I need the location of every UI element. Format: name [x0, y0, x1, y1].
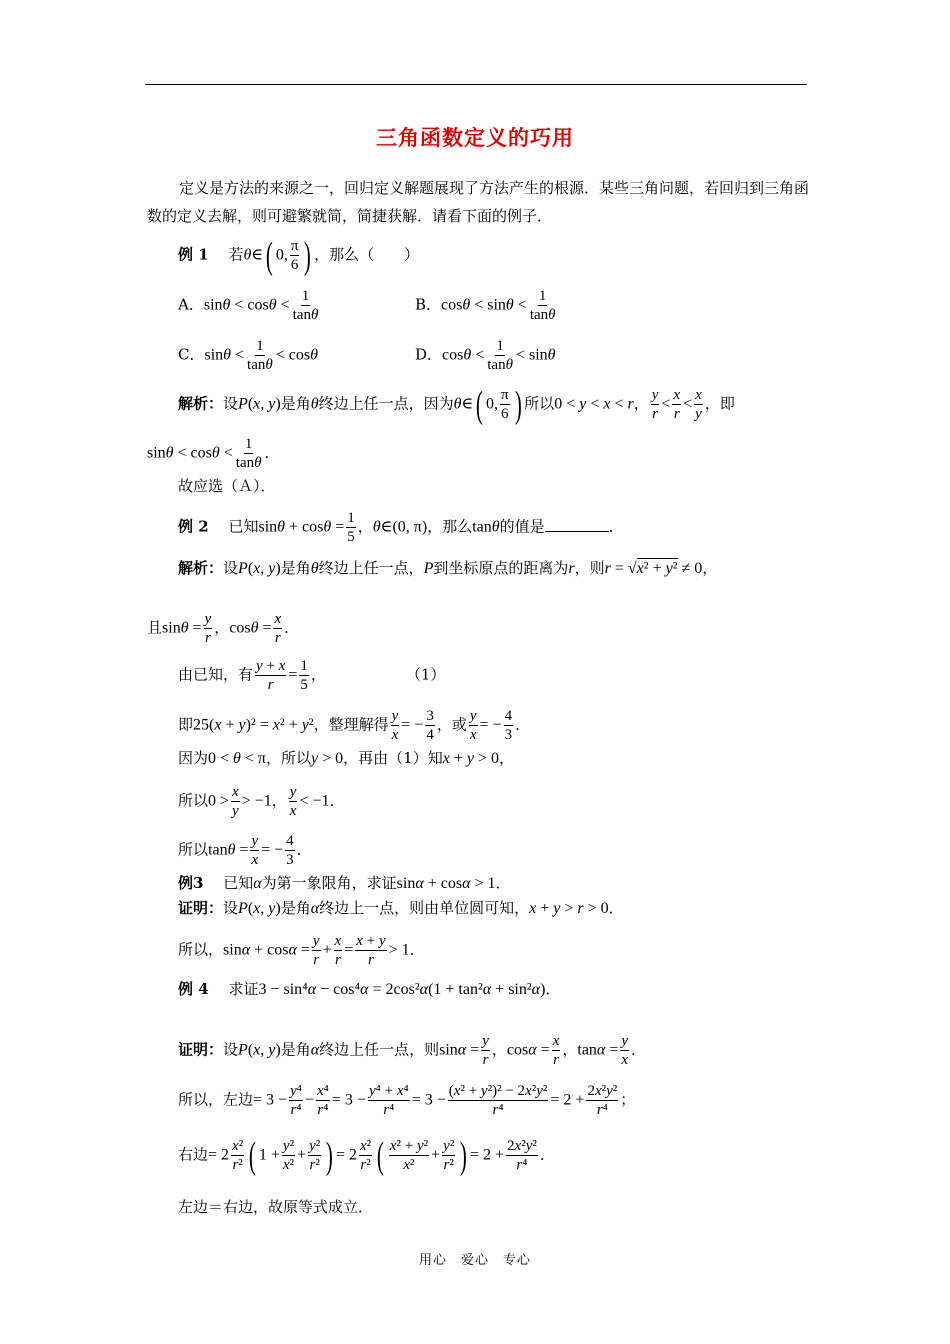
- ex1-question: 例 1 若θ∈( 0, $\frac{\pi}{6}$ ) ，那么（ ）: [178, 234, 420, 277]
- answer-blank[interactable]: [545, 515, 609, 532]
- ex3-question: 例3 已知α为第一象限角，求证sinα + cosα > 1．: [178, 874, 511, 892]
- ex3-proof: 证明：设P(x, y)是角α终边上一点，则由单位圆可知，x + y > r > 0．: [178, 899, 624, 917]
- ex1-option-d: D．cosθ < $\frac{1}{\tan\theta}$ < sinθ: [415, 338, 556, 373]
- ex1-solution-cont: sinθ < cosθ < $\frac{1}{\tan\theta}$ ．: [147, 436, 280, 471]
- ex1-option-c: C．sinθ < $\frac{1}{\tan\theta}$ < cosθ: [178, 338, 318, 373]
- ex2-step1: 由已知，有 $\frac{y + x}{r}$ = $\frac{1}{5}$ ， （1）: [178, 658, 446, 693]
- ex2-label: 例 2: [178, 517, 209, 536]
- ex1-solution: 解析：设P(x, y)是角θ终边上任一点，因为θ∈( 0, $\frac{\pi}{6}$ ) 所以0 < y < x < r， $\frac{y}{r}$ < $\frac{x}{r}$ < $\frac{x}{y}$ ，即: [178, 383, 735, 426]
- ex3-conclusion: 所以，sinα + cosα = $\frac{y}{r}$ + $\frac{x}{r}$ = $\frac{x + y}{r}$ > 1．: [178, 933, 425, 968]
- ex1-label: 例 1: [178, 245, 209, 264]
- ex3-label: 例3: [178, 874, 204, 892]
- ex2-question: 例 2 已知sinθ + cosθ = $\frac{1}{5}$ ，θ∈(0, π)，那么tanθ的值是 ．: [178, 510, 624, 545]
- ex2-step5: 所以tanθ = $\frac{y}{x}$ = − $\frac{4}{3}$ ．: [178, 833, 312, 868]
- header-rule: [145, 84, 807, 85]
- ex4-question: 例 4 求证3 − sin⁴α − cos⁴α = 2cos²α(1 + tan²α + sin²α)．: [178, 980, 561, 998]
- ex1-answer: 故应选（Ａ）．: [178, 477, 276, 495]
- ex4-label: 例 4: [178, 980, 209, 998]
- ex4-conclusion: 左边＝右边，故原等式成立．: [178, 1198, 374, 1216]
- ex4-left-side: 所以，左边= 3 − $\frac{\text{y⁴}}{\text{r⁴}}$ − $\frac{\text{x⁴}}{\text{r⁴}}$ = 3 − $\frac{\text{y⁴ + x⁴}}{\text{r⁴}}$ = 3 − $\frac{\text{(x² + y²)² − 2x²y²}}{\text{r⁴}}$ = 2 + $\frac{\text{2x²y²}}{\text{r⁴}}$ ；: [178, 1083, 636, 1118]
- ex2-solution: 解析：设P(x, y)是角θ终边上任一点，P到坐标原点的距离为r，则r = √x² + y² ≠ 0，: [178, 559, 718, 577]
- intro-paragraph: 定义是方法的来源之一，回归定义解题展现了方法产生的根源．某些三角问题，若回归到三角函数的定义去解，则可避繁就简，简捷获解．请看下面的例子．: [147, 179, 810, 225]
- ex2-step2: 即25(x + y)² = x² + y²，整理解得 $\frac{y}{x}$ = − $\frac{3}{4}$ ，或 $\frac{y}{x}$ = − $\frac{4}{3}$ ．: [178, 708, 531, 743]
- ex2-step4: 所以0 > $\frac{x}{y}$ > −1， $\frac{y}{x}$ < −1．: [178, 784, 345, 819]
- ex4-proof: 证明：设P(x, y)是角α终边上任一点，则sinα = $\frac{y}{r}$ ，cosα = $\frac{x}{r}$ ，tanα = $\frac{y}{x}$ ．: [178, 1033, 647, 1068]
- ex2-step3: 因为0 < θ < π，所以y > 0，再由（1）知x + y > 0，: [178, 749, 515, 767]
- ex1-option-b: B．cosθ < sinθ < $\frac{1}{\tan\theta}$: [415, 288, 556, 323]
- ex4-right-side: 右边= 2 $\frac{\text{x²}}{\text{r²}}$ ( 1 + $\frac{\text{y²}}{\text{x²}}$ + $\frac{\text{y²}}{\text{r²}}$ ) = 2 $\frac{\text{x²}}{\text{r²}}$ ( $\frac{\text{x² + y²}}{\text{x²}}$ + $\frac{\text{y²}}{\text{r²}}$ ) = 2 + $\frac{\text{2x²y²}}{\text{r⁴}}$ ．: [178, 1134, 555, 1177]
- ex1-option-a: A．sinθ < cosθ < $\frac{1}{\tan\theta}$: [178, 288, 319, 323]
- page-footer: 用心 爱心 专心: [418, 1253, 531, 1268]
- page-title: 三角函数定义的巧用: [376, 125, 574, 150]
- ex2-definitions: 且sinθ = $\frac{y}{r}$ ，cosθ = $\frac{x}{r}$ ．: [147, 611, 300, 646]
